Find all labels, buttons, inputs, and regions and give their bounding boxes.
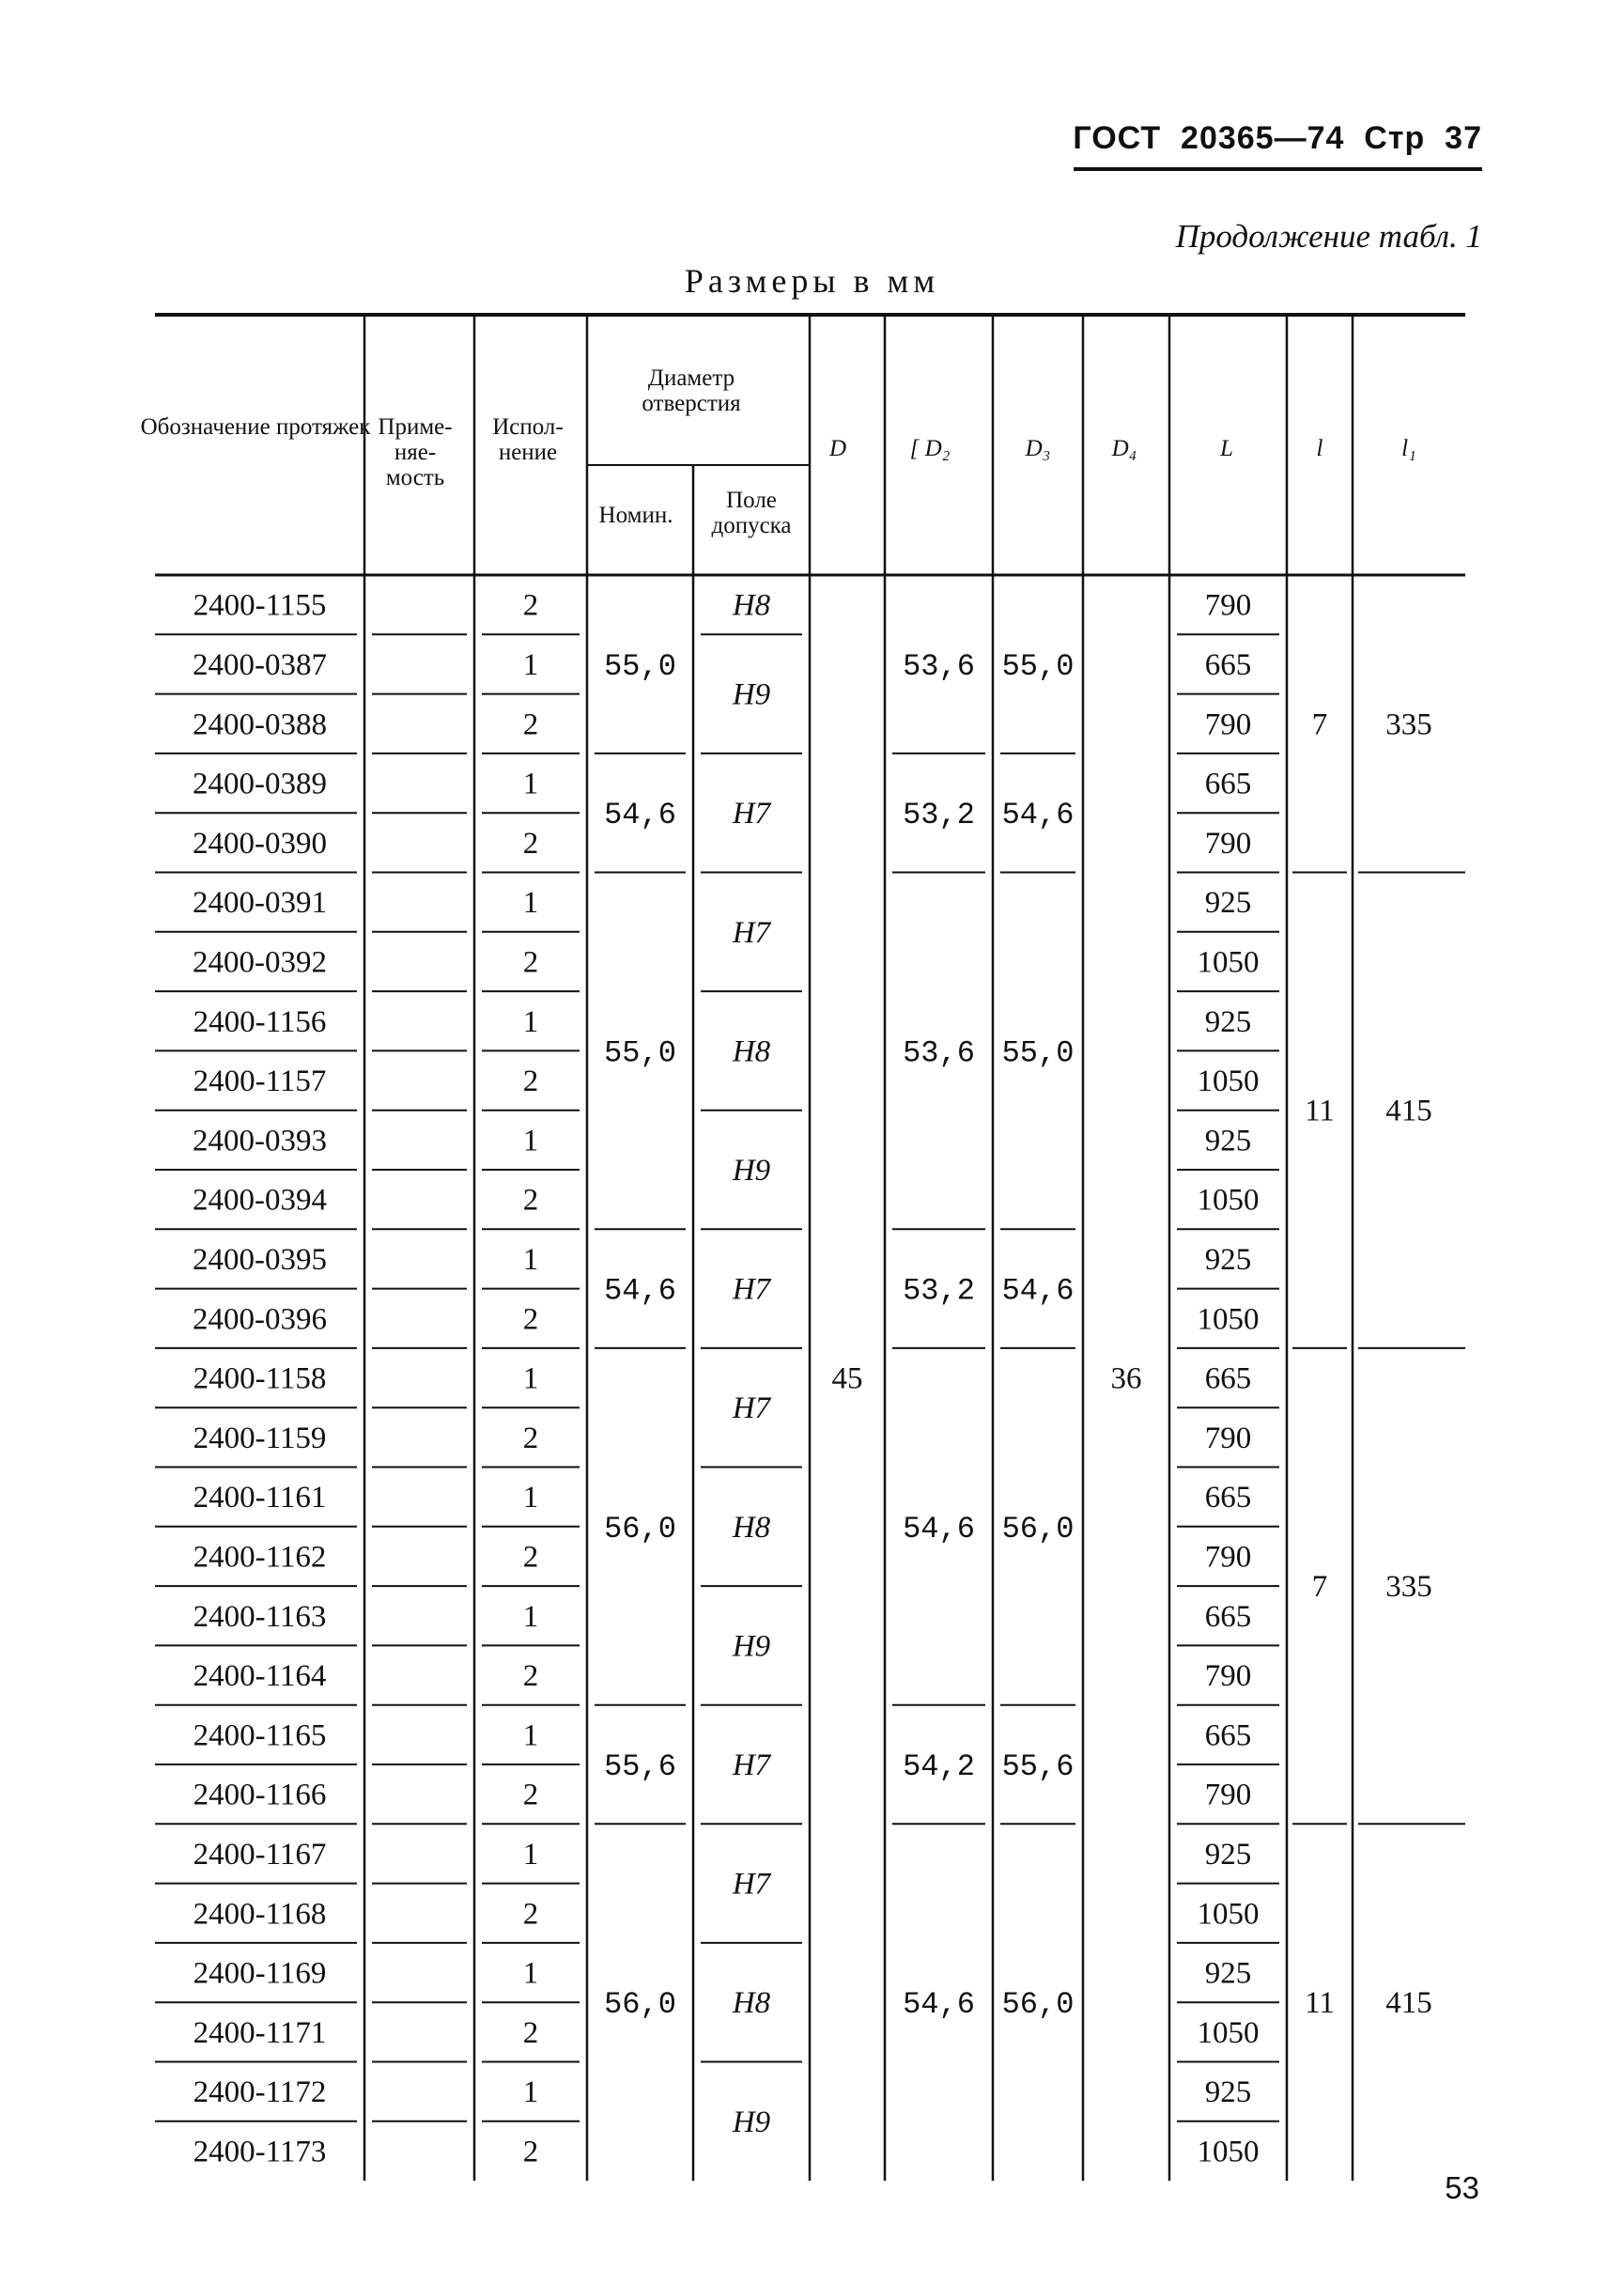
designation-cell: 2400-0392 [193,945,327,980]
execution-cell: 1 [522,1242,539,1277]
d3-cell: 56,0 [1001,1511,1075,1546]
length-cell: 925 [1204,1956,1252,1991]
d3-cell: 54,6 [1001,798,1075,833]
designation-cell: 2400-1162 [193,1540,327,1575]
length-cell: 790 [1204,1659,1252,1694]
header-line: няе- [394,440,437,465]
d4-cell: 36 [1110,1361,1142,1396]
length-cell: 1050 [1197,1064,1260,1099]
length-cell: 665 [1204,1718,1252,1753]
d3-cell: 55,0 [1001,1035,1075,1071]
nominal-diameter-cell: 54,6 [604,1273,676,1309]
d-cell: 45 [831,1361,863,1396]
header-line: Поле [726,488,777,513]
length-cell: 925 [1204,1004,1252,1039]
header-length: L [1220,436,1233,461]
execution-cell: 2 [522,1778,539,1812]
header-line: Приме- [378,414,453,440]
l-cell: 7 [1311,1570,1328,1605]
tolerance-cell: H8 [732,1986,771,2021]
length-cell: 925 [1204,2075,1252,2110]
header-line: мость [385,465,445,490]
designation-cell: 2400-0388 [193,707,327,742]
designation-cell: 2400-1167 [193,1837,327,1872]
header-line: допуска [711,513,792,538]
header-line: Обозначение протяжек [140,414,371,440]
tolerance-cell: H9 [732,1629,771,1664]
designation-cell: 2400-1158 [193,1361,327,1396]
nominal-diameter-cell: 56,0 [604,1987,676,2023]
execution-cell: 2 [522,826,539,861]
header-line: нение [498,440,558,465]
execution-cell: 2 [522,1421,539,1455]
execution-cell: 1 [522,1361,539,1396]
d3-cell: 56,0 [1001,1987,1075,2023]
execution-cell: 1 [522,767,539,801]
execution-cell: 1 [522,1004,539,1039]
designation-cell: 2400-0393 [193,1124,327,1158]
designation-cell: 2400-0391 [193,886,327,921]
length-cell: 790 [1204,1540,1252,1575]
designation-cell: 2400-0390 [193,826,327,861]
tolerance-cell: H8 [732,588,771,623]
designation-cell: 2400-1161 [193,1481,327,1515]
execution-cell: 1 [522,1718,539,1753]
header-line: Испол- [492,414,564,440]
tolerance-cell: H7 [732,797,771,831]
length-cell: 925 [1204,1837,1252,1872]
length-cell: 790 [1204,707,1252,742]
table-body [193,589,1432,2169]
execution-cell: 2 [522,1897,539,1932]
nominal-diameter-cell: 55,0 [604,648,676,684]
length-cell: 1050 [1197,1183,1260,1218]
length-cell: 790 [1204,1778,1252,1812]
header-line: Диаметр [647,365,735,391]
l1-cell: 335 [1385,1570,1432,1605]
tolerance-cell: H9 [732,677,771,712]
d2-cell: 53,6 [903,1035,975,1071]
execution-cell: 2 [522,945,539,980]
execution-cell: 1 [522,886,539,921]
l1-cell: 415 [1385,1986,1432,2021]
designation-cell: 2400-1173 [193,2135,327,2169]
nominal-diameter-cell: 54,6 [604,798,676,833]
length-cell: 790 [1204,826,1252,861]
header-d4: D₄ [1111,436,1137,461]
d2-cell: 54,6 [903,1511,975,1546]
length-cell: 665 [1204,767,1252,801]
designation-cell: 2400-1169 [193,1956,327,1991]
execution-cell: 1 [522,2075,539,2110]
tolerance-cell: H9 [732,1154,771,1188]
designation-cell: 2400-1166 [193,1778,327,1812]
length-cell: 1050 [1197,945,1260,980]
header-l: l [1316,436,1323,461]
tolerance-cell: H9 [732,2105,771,2139]
l-cell: 7 [1311,707,1328,742]
d2-cell: 54,6 [903,1987,975,2023]
d2-cell: 53,2 [903,798,975,833]
header-d: D [828,436,847,461]
tolerance-cell: H7 [732,1748,771,1782]
length-cell: 790 [1204,1421,1252,1455]
tolerance-cell: H7 [732,1391,771,1426]
tolerance-cell: H7 [732,1272,771,1307]
d2-cell: 53,2 [903,1273,975,1309]
length-cell: 925 [1204,886,1252,921]
execution-cell: 1 [522,1124,539,1158]
designation-cell: 2400-1172 [193,2075,327,2110]
length-cell: 925 [1204,1124,1252,1158]
header-tolerance [711,488,791,538]
units-caption: Размеры в мм [684,262,940,300]
designation-cell: 2400-1164 [193,1659,327,1694]
d2-cell: 53,6 [903,648,975,684]
length-cell: 665 [1204,1599,1252,1634]
execution-cell: 1 [522,1599,539,1634]
designation-cell: 2400-1157 [193,1064,327,1099]
designation-cell: 2400-0396 [193,1302,327,1337]
header-applicability [378,414,452,490]
l1-cell: 335 [1385,707,1432,742]
d3-cell: 55,6 [1001,1749,1075,1784]
execution-cell: 1 [522,1837,539,1872]
length-cell: 665 [1204,647,1252,682]
designation-cell: 2400-1159 [193,1421,327,1455]
designation-cell: 2400-1156 [193,1004,327,1039]
designation-cell: 2400-1168 [193,1897,327,1932]
standard-header: ГОСТ 20365—74 Стр 37 [1073,120,1482,156]
header-nominal: Номин. [598,503,673,528]
execution-cell: 1 [522,1956,539,1991]
length-cell: 1050 [1197,1302,1260,1337]
d2-cell: 54,2 [903,1749,975,1784]
nominal-diameter-cell: 55,6 [604,1749,676,1784]
execution-cell: 1 [522,647,539,682]
header-line: отверстия [642,391,741,416]
designation-cell: 2400-1171 [193,2015,327,2050]
table-header [141,365,1416,538]
d3-cell: 54,6 [1001,1273,1075,1309]
execution-cell: 2 [522,1302,539,1337]
designation-cell: 2400-0387 [193,647,327,682]
d3-cell: 55,0 [1001,648,1075,684]
tolerance-cell: H8 [732,1510,771,1545]
designation-cell: 2400-1155 [193,588,327,623]
execution-cell: 2 [522,707,539,742]
l-cell: 11 [1305,1986,1335,2021]
header-hole-diameter [642,365,741,416]
execution-cell: 2 [522,2015,539,2050]
nominal-diameter-cell: 55,0 [604,1035,676,1071]
designation-cell: 2400-1165 [193,1718,327,1753]
l-cell: 11 [1305,1094,1335,1128]
page-number: 53 [1445,2170,1479,2205]
execution-cell: 1 [522,1481,539,1515]
length-cell: 665 [1204,1481,1252,1515]
header-execution [492,414,564,465]
header-designation [141,414,372,440]
designation-cell: 2400-0389 [193,767,327,801]
length-cell: 1050 [1197,2015,1260,2050]
length-cell: 665 [1204,1361,1252,1396]
table-continuation-note: Продолжение табл. 1 [1175,218,1482,255]
table-rules [155,315,1465,2181]
execution-cell: 2 [522,588,539,623]
header-d3: D₃ [1025,436,1051,461]
tolerance-cell: H8 [732,1034,771,1069]
header-d2: [ D₂ [909,436,951,461]
designation-cell: 2400-0394 [193,1183,327,1218]
execution-cell: 2 [522,1659,539,1694]
execution-cell: 2 [522,1540,539,1575]
execution-cell: 2 [522,2135,539,2169]
length-cell: 790 [1204,588,1252,623]
execution-cell: 2 [522,1064,539,1099]
tolerance-cell: H7 [732,915,771,950]
nominal-diameter-cell: 56,0 [604,1511,676,1546]
length-cell: 925 [1204,1242,1252,1277]
length-cell: 1050 [1197,1897,1260,1932]
execution-cell: 2 [522,1183,539,1218]
header-l1: l₁ [1401,436,1416,461]
length-cell: 1050 [1197,2135,1260,2169]
l1-cell: 415 [1385,1094,1432,1128]
tolerance-cell: H7 [732,1867,771,1902]
designation-cell: 2400-0395 [193,1242,327,1277]
designation-cell: 2400-1163 [193,1599,327,1634]
